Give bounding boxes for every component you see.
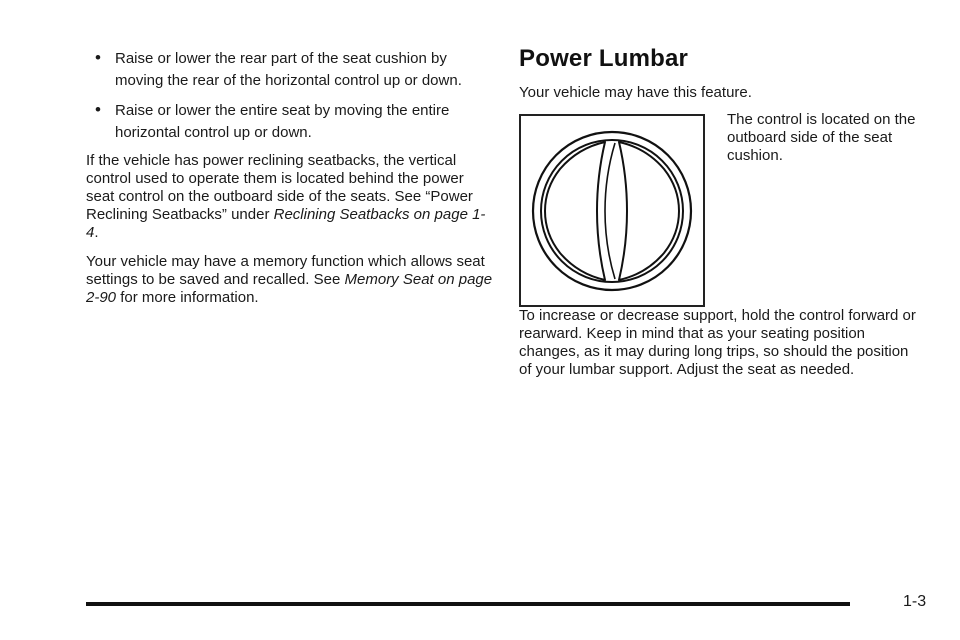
- cross-reference-link[interactable]: Memory Seat on page 2-90: [86, 271, 493, 306]
- figure-frame: [519, 114, 705, 307]
- page-number: 1-3: [903, 593, 927, 610]
- lumbar-control-icon: [527, 126, 697, 296]
- right-column: [519, 44, 919, 390]
- support-paragraph: To increase or decrease support, hold the control forward or rearward. Keep in mind that as your seating position changes, as it may during long trips, so should the position of your lumbar support. Adjust the seat as needed.: [519, 307, 916, 378]
- figure-caption: The control is located on the outboard side of the seat cushion.: [727, 111, 916, 164]
- bullet-dot: •: [95, 48, 101, 67]
- reclining-paragraph: [86, 152, 496, 242]
- left-column: [86, 48, 496, 318]
- bullet-text: Raise or lower the rear part of the seat cushion by moving the rear of the horizontal control up or down.: [115, 50, 462, 89]
- cross-reference-link[interactable]: Reclining Seatbacks on page 1-4: [86, 206, 486, 241]
- memory-paragraph: [86, 253, 496, 307]
- section-heading: Power Lumbar: [519, 45, 689, 72]
- bullet-dot: •: [95, 100, 101, 119]
- bullet-item: [86, 48, 496, 92]
- bullet-item: [86, 100, 496, 144]
- paragraph-end: .: [94, 224, 99, 241]
- paragraph-text: Your vehicle may have a memory function which allows seat settings to be saved and recalled. See: [86, 253, 485, 288]
- figure-row: [519, 111, 919, 307]
- paragraph-text: If the vehicle has power reclining seatbacks, the vertical control used to operate them is located behind the power seat control on the outboard side of the seats. See “Power Reclining Seatbacks” under: [86, 152, 473, 223]
- intro-paragraph: Your vehicle may have this feature.: [519, 84, 752, 101]
- bullet-text: Raise or lower the entire seat by moving the entire horizontal control up or down.: [115, 102, 450, 141]
- footer-rule: [86, 602, 850, 606]
- paragraph-end: for more information.: [116, 289, 259, 306]
